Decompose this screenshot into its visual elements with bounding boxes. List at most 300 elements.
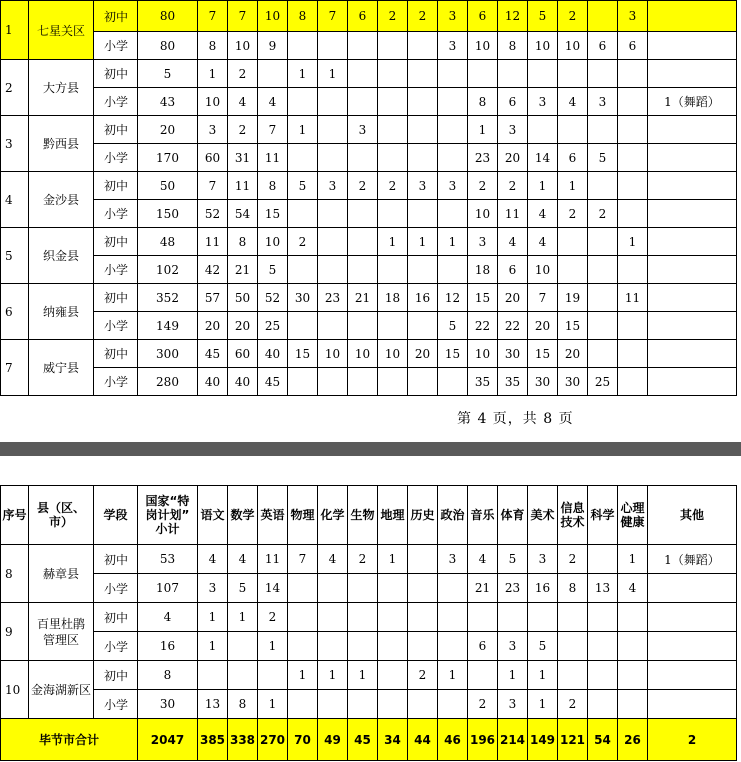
table-row <box>1 228 737 256</box>
table-cell: 1 <box>198 60 228 88</box>
table-row <box>1 172 737 200</box>
table-cell: 2 <box>558 200 588 228</box>
table-cell: 53 <box>138 545 198 574</box>
table-cell: 8 <box>498 32 528 60</box>
table-cell: 4 <box>558 88 588 116</box>
table-cell: 6 <box>558 144 588 172</box>
table-cell: 2 <box>558 545 588 574</box>
table-cell <box>558 632 588 661</box>
table-cell: 54 <box>228 200 258 228</box>
table-row <box>1 603 737 632</box>
table-cell <box>288 690 318 719</box>
table-cell: 30 <box>528 368 558 396</box>
table-cell: 3 <box>408 172 438 200</box>
table-cell <box>618 661 648 690</box>
row-county: 大方县 <box>29 60 94 116</box>
table-cell <box>438 256 468 284</box>
table-cell: 1 <box>378 545 408 574</box>
row-stage: 初中 <box>94 228 138 256</box>
table-cell: 5 <box>258 256 288 284</box>
header-county: 县（区、 市） <box>29 486 94 545</box>
table-cell <box>318 88 348 116</box>
table-cell: 10 <box>228 32 258 60</box>
table-cell <box>648 312 737 340</box>
table-cell: 6 <box>348 1 378 32</box>
table-cell <box>378 603 408 632</box>
table-cell: 2 <box>378 172 408 200</box>
table-cell: 7 <box>318 1 348 32</box>
table-cell: 9 <box>258 32 288 60</box>
table-cell: 1 <box>378 228 408 256</box>
row-stage: 小学 <box>94 88 138 116</box>
table-cell: 2 <box>468 172 498 200</box>
table-cell <box>618 256 648 284</box>
table-cell: 25 <box>258 312 288 340</box>
table-cell <box>348 368 378 396</box>
table-cell: 14 <box>528 144 558 172</box>
table-cell: 11 <box>258 144 288 172</box>
table-cell <box>618 312 648 340</box>
table-cell <box>348 632 378 661</box>
table-cell: 10 <box>468 340 498 368</box>
table-cell <box>408 574 438 603</box>
table-cell <box>648 1 737 32</box>
table-cell <box>408 312 438 340</box>
row-county: 威宁县 <box>29 340 94 396</box>
total-cell: 45 <box>348 719 378 761</box>
table-cell: 30 <box>498 340 528 368</box>
table-cell: 12 <box>498 1 528 32</box>
table-cell <box>438 144 468 172</box>
table-cell <box>408 144 438 172</box>
table-row <box>1 284 737 312</box>
table-cell: 3 <box>588 88 618 116</box>
table-cell: 23 <box>318 284 348 312</box>
table-cell <box>618 144 648 172</box>
table-cell: 1 <box>258 690 288 719</box>
table-cell: 2 <box>228 116 258 144</box>
total-cell: 2047 <box>138 719 198 761</box>
header-biology: 生物 <box>348 486 378 545</box>
table-cell: 80 <box>138 1 198 32</box>
table-cell: 48 <box>138 228 198 256</box>
table-cell <box>378 88 408 116</box>
table-cell <box>648 116 737 144</box>
total-row <box>1 719 737 761</box>
table-cell <box>648 144 737 172</box>
table-cell: 280 <box>138 368 198 396</box>
table-cell: 4 <box>138 603 198 632</box>
table-cell: 149 <box>138 312 198 340</box>
header-info-tech: 信息 技术 <box>558 486 588 545</box>
table-cell <box>378 368 408 396</box>
table-cell: 1 <box>528 690 558 719</box>
table-cell: 43 <box>138 88 198 116</box>
table-cell: 2 <box>378 1 408 32</box>
table-cell: 7 <box>528 284 558 312</box>
header-seq: 序号 <box>1 486 29 545</box>
table-cell: 11 <box>618 284 648 312</box>
table-row <box>1 661 737 690</box>
row-stage: 小学 <box>94 368 138 396</box>
total-cell: 214 <box>498 719 528 761</box>
table-cell <box>348 88 378 116</box>
table-cell: 5 <box>588 144 618 172</box>
table-row <box>1 60 737 88</box>
table-cell: 5 <box>498 545 528 574</box>
table-cell: 2 <box>228 60 258 88</box>
row-seq: 7 <box>1 340 29 396</box>
table-cell: 30 <box>288 284 318 312</box>
table-cell <box>378 116 408 144</box>
table-cell: 1 <box>618 545 648 574</box>
table-header-row <box>1 486 737 545</box>
table-cell <box>648 256 737 284</box>
row-stage: 初中 <box>94 1 138 32</box>
table-cell <box>648 60 737 88</box>
table-cell: 21 <box>468 574 498 603</box>
table-cell: 45 <box>258 368 288 396</box>
table-cell <box>588 340 618 368</box>
table-cell: 2 <box>588 200 618 228</box>
table-cell <box>288 200 318 228</box>
table-cell: 19 <box>558 284 588 312</box>
table-cell: 42 <box>198 256 228 284</box>
table-cell: 1 <box>468 116 498 144</box>
row-stage: 初中 <box>94 116 138 144</box>
table-cell: 8 <box>468 88 498 116</box>
row-seq: 2 <box>1 60 29 116</box>
row-stage: 初中 <box>94 284 138 312</box>
table-cell <box>318 200 348 228</box>
row-stage: 小学 <box>94 256 138 284</box>
row-seq: 6 <box>1 284 29 340</box>
table-cell <box>348 574 378 603</box>
table-cell <box>258 661 288 690</box>
table-cell: 50 <box>138 172 198 200</box>
table-cell: 20 <box>198 312 228 340</box>
table-cell: 3 <box>198 574 228 603</box>
table-cell: 15 <box>468 284 498 312</box>
table-cell: 3 <box>618 1 648 32</box>
table-cell: 6 <box>468 632 498 661</box>
row-stage: 小学 <box>94 144 138 172</box>
table-cell: 1 <box>438 228 468 256</box>
table-cell: 3 <box>438 172 468 200</box>
table-row <box>1 200 737 228</box>
table-cell: 8 <box>228 228 258 256</box>
row-county: 织金县 <box>29 228 94 284</box>
table-cell <box>648 340 737 368</box>
table-cell: 31 <box>228 144 258 172</box>
header-subtotal: 国家“特 岗计划” 小计 <box>138 486 198 545</box>
table-cell <box>558 228 588 256</box>
table-cell: 8 <box>198 32 228 60</box>
table-cell <box>438 88 468 116</box>
total-cell: 54 <box>588 719 618 761</box>
row-stage: 小学 <box>94 574 138 603</box>
page-number-footer: 第 4 页，共 8 页 <box>457 411 574 427</box>
table-cell <box>618 60 648 88</box>
table-cell <box>648 200 737 228</box>
table-cell: 23 <box>498 574 528 603</box>
table-cell: 15 <box>528 340 558 368</box>
table-row <box>1 368 737 396</box>
total-cell: 46 <box>438 719 468 761</box>
table-cell <box>378 60 408 88</box>
table-cell: 52 <box>198 200 228 228</box>
table-cell: 35 <box>468 368 498 396</box>
table-cell: 2 <box>258 603 288 632</box>
table-cell: 1 <box>348 661 378 690</box>
table-cell <box>648 574 737 603</box>
row-stage: 小学 <box>94 632 138 661</box>
table-cell: 1（舞蹈） <box>648 545 737 574</box>
table-cell: 10 <box>258 228 288 256</box>
table-cell: 8 <box>228 690 258 719</box>
table-cell: 1 <box>528 172 558 200</box>
table-cell <box>228 661 258 690</box>
table-cell <box>318 256 348 284</box>
table-cell: 30 <box>558 368 588 396</box>
total-cell: 2 <box>648 719 737 761</box>
table-cell: 6 <box>468 1 498 32</box>
table-cell <box>318 368 348 396</box>
table-cell: 10 <box>468 200 498 228</box>
table-cell: 22 <box>498 312 528 340</box>
table-cell: 40 <box>228 368 258 396</box>
row-seq: 4 <box>1 172 29 228</box>
table-cell: 5 <box>528 1 558 32</box>
table-cell: 20 <box>138 116 198 144</box>
header-psych: 心理 健康 <box>618 486 648 545</box>
table-cell: 11 <box>258 545 288 574</box>
total-cell: 70 <box>288 719 318 761</box>
table-cell: 1 <box>288 661 318 690</box>
row-county: 纳雍县 <box>29 284 94 340</box>
table-cell <box>588 116 618 144</box>
table-cell <box>348 312 378 340</box>
header-pe: 体育 <box>498 486 528 545</box>
table-cell: 3 <box>528 545 558 574</box>
table-cell: 6 <box>498 88 528 116</box>
table-cell: 8 <box>558 574 588 603</box>
table-cell <box>408 60 438 88</box>
table-cell: 16 <box>408 284 438 312</box>
table-cell: 11 <box>228 172 258 200</box>
table-cell <box>528 60 558 88</box>
table-cell <box>408 32 438 60</box>
table-cell <box>288 312 318 340</box>
table-cell <box>618 690 648 719</box>
header-music: 音乐 <box>468 486 498 545</box>
row-county: 百里杜鹃 管理区 <box>29 603 94 661</box>
table-cell <box>528 116 558 144</box>
table-cell: 20 <box>498 144 528 172</box>
table-cell <box>408 603 438 632</box>
table-cell <box>618 88 648 116</box>
table-cell <box>318 574 348 603</box>
table-cell: 3 <box>438 545 468 574</box>
table-cell: 4 <box>498 228 528 256</box>
table-cell <box>438 574 468 603</box>
table-cell <box>648 228 737 256</box>
table-cell <box>348 32 378 60</box>
table-cell <box>258 60 288 88</box>
table-cell: 2 <box>498 172 528 200</box>
row-seq: 10 <box>1 661 29 719</box>
table-row <box>1 574 737 603</box>
table-cell: 80 <box>138 32 198 60</box>
table-cell: 20 <box>498 284 528 312</box>
table-cell: 8 <box>258 172 288 200</box>
table-cell: 2 <box>288 228 318 256</box>
table-cell <box>648 632 737 661</box>
table-cell: 15 <box>288 340 318 368</box>
table-cell <box>648 690 737 719</box>
table-cell <box>378 256 408 284</box>
table-cell: 2 <box>408 661 438 690</box>
table-cell <box>318 632 348 661</box>
table-cell: 1（舞蹈） <box>648 88 737 116</box>
table-cell <box>348 144 378 172</box>
table-cell: 3 <box>498 116 528 144</box>
table-cell: 2 <box>558 690 588 719</box>
total-cell: 49 <box>318 719 348 761</box>
table-cell: 3 <box>438 1 468 32</box>
header-english: 英语 <box>258 486 288 545</box>
row-stage: 初中 <box>94 603 138 632</box>
table-cell: 45 <box>198 340 228 368</box>
row-county: 七星关区 <box>29 1 94 60</box>
table-cell <box>438 632 468 661</box>
table-cell <box>588 60 618 88</box>
row-stage: 初中 <box>94 340 138 368</box>
table-cell: 4 <box>528 228 558 256</box>
header-science: 科学 <box>588 486 618 545</box>
row-county: 金海湖新区 <box>29 661 94 719</box>
table-cell: 10 <box>258 1 288 32</box>
table-cell <box>588 228 618 256</box>
table-cell <box>378 574 408 603</box>
table-cell: 3 <box>438 32 468 60</box>
table-cell <box>588 690 618 719</box>
table-cell: 20 <box>558 340 588 368</box>
table-cell <box>468 60 498 88</box>
table-cell: 15 <box>258 200 288 228</box>
row-seq: 8 <box>1 545 29 603</box>
row-stage: 初中 <box>94 661 138 690</box>
table-cell: 21 <box>348 284 378 312</box>
table-cell: 1 <box>198 603 228 632</box>
table-cell <box>348 228 378 256</box>
table-cell: 4 <box>198 545 228 574</box>
row-stage: 小学 <box>94 312 138 340</box>
table-cell <box>408 545 438 574</box>
table-cell <box>408 88 438 116</box>
table-cell <box>378 632 408 661</box>
table-cell <box>408 256 438 284</box>
table-cell <box>318 116 348 144</box>
row-county: 黔西县 <box>29 116 94 172</box>
row-stage: 小学 <box>94 32 138 60</box>
table-cell: 16 <box>528 574 558 603</box>
table-cell <box>588 1 618 32</box>
table-cell <box>618 340 648 368</box>
total-cell: 44 <box>408 719 438 761</box>
table-cell <box>588 661 618 690</box>
table-cell <box>318 228 348 256</box>
total-cell: 149 <box>528 719 558 761</box>
table-row <box>1 88 737 116</box>
table-cell <box>648 603 737 632</box>
row-county: 金沙县 <box>29 172 94 228</box>
table-cell <box>438 60 468 88</box>
table-cell <box>288 88 318 116</box>
table-cell <box>618 603 648 632</box>
table-cell: 21 <box>228 256 258 284</box>
table-cell: 8 <box>288 1 318 32</box>
row-stage: 小学 <box>94 200 138 228</box>
table-cell: 1 <box>438 661 468 690</box>
table-cell: 3 <box>468 228 498 256</box>
table-cell: 30 <box>138 690 198 719</box>
table-cell: 40 <box>258 340 288 368</box>
table-cell <box>288 632 318 661</box>
table-cell: 7 <box>228 1 258 32</box>
table-cell: 4 <box>258 88 288 116</box>
table-cell <box>318 312 348 340</box>
table-cell: 60 <box>198 144 228 172</box>
table-cell <box>498 60 528 88</box>
table-row <box>1 545 737 574</box>
total-cell: 385 <box>198 719 228 761</box>
table-cell: 18 <box>468 256 498 284</box>
table-cell: 15 <box>438 340 468 368</box>
table-cell: 4 <box>228 88 258 116</box>
table-cell: 57 <box>198 284 228 312</box>
table-cell <box>378 690 408 719</box>
table-cell: 3 <box>348 116 378 144</box>
table-cell: 2 <box>558 1 588 32</box>
table-cell: 5 <box>528 632 558 661</box>
table-cell: 10 <box>198 88 228 116</box>
table-cell: 11 <box>498 200 528 228</box>
table-cell <box>558 116 588 144</box>
table-cell <box>558 661 588 690</box>
bottom-allocation-table <box>0 485 737 761</box>
table-cell <box>648 368 737 396</box>
table-cell <box>588 256 618 284</box>
table-cell <box>198 661 228 690</box>
row-stage: 小学 <box>94 690 138 719</box>
table-row <box>1 632 737 661</box>
table-cell: 5 <box>438 312 468 340</box>
table-cell: 1 <box>258 632 288 661</box>
table-cell: 3 <box>528 88 558 116</box>
table-row <box>1 256 737 284</box>
table-cell <box>378 32 408 60</box>
table-cell: 300 <box>138 340 198 368</box>
table-cell: 10 <box>558 32 588 60</box>
table-cell: 15 <box>558 312 588 340</box>
table-row <box>1 32 737 60</box>
total-cell: 26 <box>618 719 648 761</box>
table-cell: 22 <box>468 312 498 340</box>
table-cell: 102 <box>138 256 198 284</box>
header-physics: 物理 <box>288 486 318 545</box>
table-cell: 3 <box>498 632 528 661</box>
